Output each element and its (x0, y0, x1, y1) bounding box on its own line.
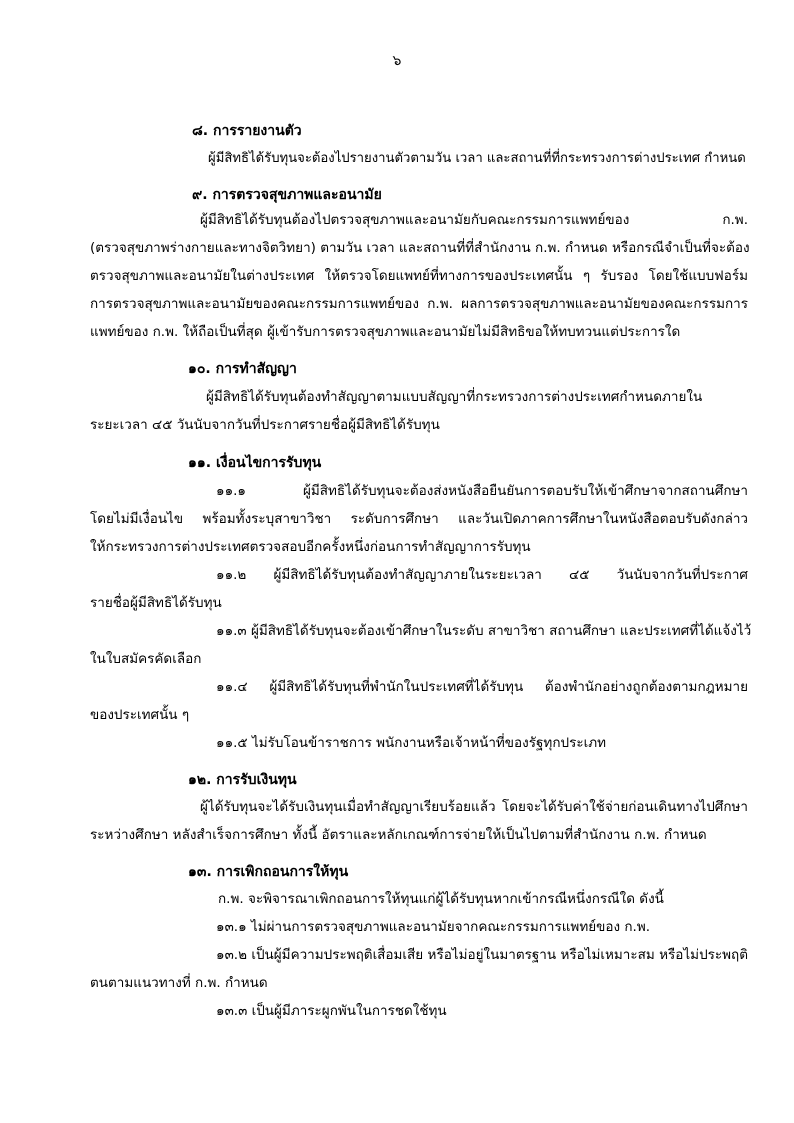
section-11-3-line-2: ในใบสมัครคัดเลือก (90, 651, 202, 667)
section-11-heading: ๑๑. เงื่อนไขการรับทุน (188, 455, 322, 471)
section-11-5-line-1: ๑๑.๕ ไม่รับโอนข้าราชการ พนักงานหรือเจ้าหน้าที่ของรัฐทุกประเภท (216, 735, 606, 751)
section-9-line-3: ตรวจสุขภาพและอนามัยในต่างประเทศ ให้ตรวจโดยแพทย์ที่ทางการของประเทศนั้น ๆ รับรอง โดยใช้แบบฟอร์ม (90, 268, 748, 284)
section-13-heading: ๑๓. การเพิกถอนการให้ทุน (188, 864, 349, 880)
section-12-line-1: ผู้ได้รับทุนจะได้รับเงินทุนเมื่อทำสัญญาเรียบร้อยแล้ว โดยจะได้รับค่าใช้จ่ายก่อนเดินทางไปศึกษา (200, 799, 748, 815)
section-11-4-line-1: ๑๑.๔ ผู้มีสิทธิได้รับทุนที่พำนักในประเทศที่ได้รับทุน ต้องพำนักอย่างถูกต้องตามกฎหมาย (216, 679, 748, 695)
section-11-2-line-2: รายชื่อผู้มีสิทธิได้รับทุน (90, 595, 222, 611)
section-11-3-line-1: ๑๑.๓ ผู้มีสิทธิได้รับทุนจะต้องเข้าศึกษาในระดับ สาขาวิชา สถานศึกษา และประเทศที่ได้แจ้งไว้ (216, 623, 752, 639)
page-number: ๖ (392, 53, 402, 69)
section-13-3-line: ๑๓.๓ เป็นผู้มีภาระผูกพันในการชดใช้ทุน (216, 1003, 447, 1019)
section-9-line-1: ผู้มีสิทธิได้รับทุนต้องไปตรวจสุขภาพและอนามัยกับคณะกรรมการแพทย์ของ ก.พ. (200, 212, 748, 228)
section-12-line-2: ระหว่างศึกษา หลังสำเร็จการศึกษา ทั้งนี้ อัตราและหลักเกณฑ์การจ่ายให้เป็นไปตามที่สำนักงาน ก.พ. กำหนด (90, 827, 707, 843)
section-10-line-2: ระยะเวลา ๔๕ วันนับจากวันที่ประกาศรายชื่อผู้มีสิทธิได้รับทุน (90, 417, 440, 433)
section-8-line-1: ผู้มีสิทธิได้รับทุนจะต้องไปรายงานตัวตามวัน เวลา และสถานที่ที่กระทรวงการต่างประเทศ กำหนด (208, 151, 746, 166)
section-11-1-line-3: ให้กระทรวงการต่างประเทศตรวจสอบอีกครั้งหนึ่งก่อนการทำสัญญาการรับทุน (90, 539, 531, 555)
section-13-1-line: ๑๓.๑ ไม่ผ่านการตรวจสุขภาพและอนามัยจากคณะกรรมการแพทย์ของ ก.พ. (216, 919, 651, 935)
section-11-1-line-2: โดยไม่มีเงื่อนไข พร้อมทั้งระบุสาขาวิชา ระดับการศึกษา และวันเปิดภาคการศึกษาในหนังสือตอบรับดังกล่าว (90, 511, 748, 527)
section-13-2-line-2: ตนตามแนวทางที่ ก.พ. กำหนด (90, 975, 268, 991)
section-12-heading: ๑๒. การรับเงินทุน (188, 772, 297, 788)
section-13-2-line-1: ๑๓.๒ เป็นผู้มีความประพฤติเสื่อมเสีย หรือไม่อยู่ในมาตรฐาน หรือไม่เหมาะสม หรือไม่ประพฤติ (216, 947, 748, 963)
section-8-heading: ๘. การรายงานตัว (192, 123, 302, 139)
section-10-heading: ๑๐. การทำสัญญา (188, 361, 297, 377)
section-9-line-4: การตรวจสุขภาพและอนามัยของคณะกรรมการแพทย์ของ ก.พ. ผลการตรวจสุขภาพและอนามัยของคณะกรรมการ (90, 296, 748, 312)
section-11-4-line-2: ของประเทศนั้น ๆ (90, 707, 190, 723)
section-9-heading: ๙. การตรวจสุขภาพและอนามัย (192, 187, 382, 203)
section-11-2-line-1: ๑๑.๒ ผู้มีสิทธิได้รับทุนต้องทำสัญญาภายในระยะเวลา ๔๕ วันนับจากวันที่ประกาศ (216, 567, 748, 583)
section-11-1-line-1: ๑๑.๑ ผู้มีสิทธิได้รับทุนจะต้องส่งหนังสือยืนยันการตอบรับให้เข้าศึกษาจากสถานศึกษา (216, 483, 748, 499)
section-13-intro: ก.พ. จะพิจารณาเพิกถอนการให้ทุนแก่ผู้ได้รับทุนหากเข้ากรณีหนึ่งกรณีใด ดังนี้ (218, 891, 664, 907)
section-9-line-2: (ตรวจสุขภาพร่างกายและทางจิตวิทยา) ตามวัน เวลา และสถานที่ที่สำนักงาน ก.พ. กำหนด หรือกรณีจำเป็นที่จะต้อง (90, 240, 750, 256)
section-9-line-5: แพทย์ของ ก.พ. ให้ถือเป็นที่สุด ผู้เข้ารับการตรวจสุขภาพและอนามัยไม่มีสิทธิขอให้ทบทวนแต่ประการใด (90, 324, 681, 340)
section-10-line-1: ผู้มีสิทธิได้รับทุนต้องทำสัญญาตามแบบสัญญาที่กระทรวงการต่างประเทศกำหนดภายใน (206, 389, 703, 405)
